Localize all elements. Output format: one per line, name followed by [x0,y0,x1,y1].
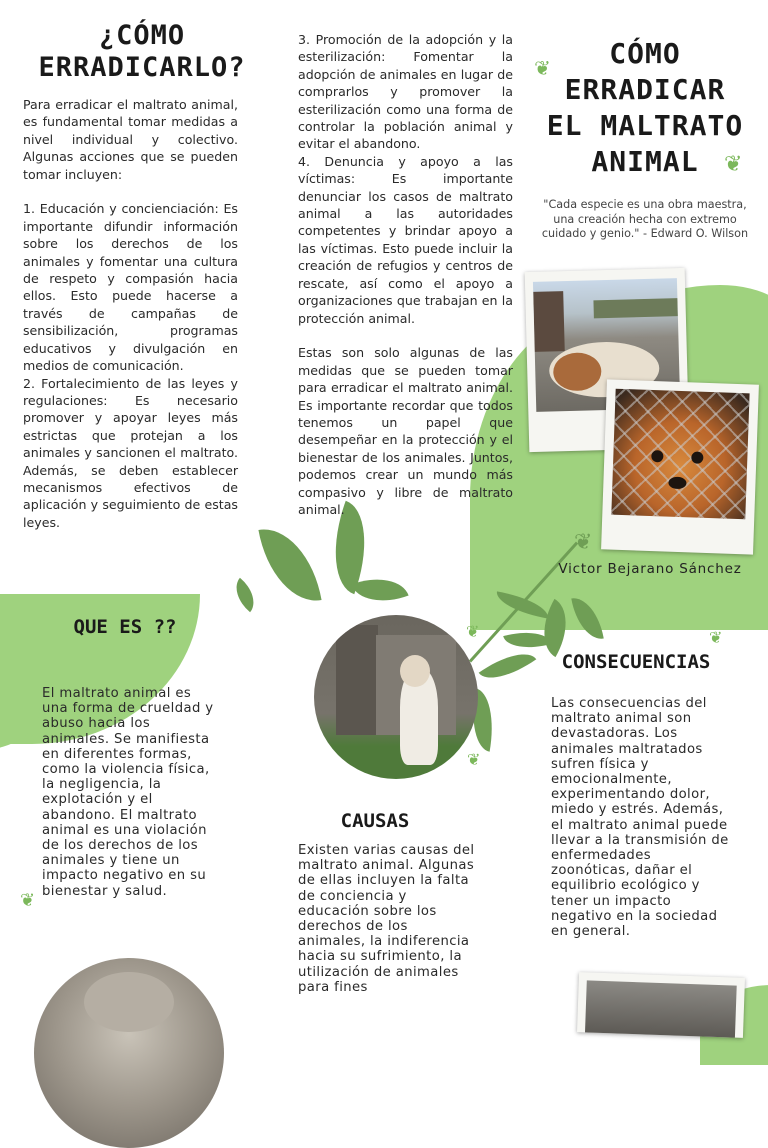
causas-body: Existen varias causas del maltrato animal. Algunas de ellas incluyen la falta de conciencia y educación sobre los derechos de los animales, la indiferencia hacia su sufrimiento, la utilización de animales para fines [298,843,475,995]
photo-dog-bottom [34,958,224,1148]
sprig-icon: ❦ [574,530,593,555]
consecuencias-heading: CONSECUENCIAS [561,651,711,673]
cover-title: CÓMO ERRADICAR EL MALTRATO ANIMAL [546,37,744,178]
photo-puppy-fence [601,379,759,554]
photo-chained-dog [314,615,481,779]
leaf-decoration [479,641,537,691]
sprig-icon: ❦ [534,56,551,80]
sprig-icon: ❦ [467,750,481,769]
leaf-decoration [227,578,263,613]
leaf-decoration [258,521,321,608]
que-es-heading: QUE ES ?? [73,616,177,638]
cover-author: Victor Bejarano Sánchez [558,561,742,577]
panel1-heading: ¿CÓMO ERRADICARLO? [38,20,246,83]
causas-heading: CAUSAS [340,810,410,832]
sprig-icon: ❦ [709,628,723,647]
panel1-body: Para erradicar el maltrato animal, es fundamental tomar medidas a nivel individual y colectivo. Algunas acciones que se pueden tomar incluyen: 1. Educación y concienciación: Es importante difundir información sobre los derechos de los animales y fomentar una cultura de respeto y compasión hacia ellos. Esto puede hacerse a través de campañas de sensibilización, programas educativos y divulgación en medios de comunicación. 2. Fortalecimiento de las leyes y regulaciones: Es necesario promover y apoyar leyes más estrictas que protejan a los animales y sancionen el maltrato. Además, se deben establecer mecanismos efectivos de aplicación y seguimiento de estas leyes. [23,97,238,530]
puppy-fence-image [611,389,749,520]
sprig-icon: ❦ [20,890,36,911]
photo-bottom-right [577,972,745,1038]
consecuencias-body: Las consecuencias del maltrato animal son devastadoras. Los animales maltratados sufren física y emocionalmente, experimentando dolor, miedo y estrés. Además, el maltrato animal puede llevar a la transmisión de enfermedades zoonóticas, dañar el equilibrio ecológico y tener un impacto negativo en la sociedad en general. [551,696,729,940]
sprig-icon: ❦ [724,152,743,177]
que-es-body: El maltrato animal es una forma de crueldad y abuso hacia los animales. Se manifiesta en diferentes formas, como la violencia física, la negligencia, la explotación y el abandono. El maltrato animal es una violación de los derechos de los animales y tiene un impacto negativo en su bienestar y salud. [42,686,214,899]
panel2-body: 3. Promoción de la adopción y la esterilización: Fomentar la adopción de animales en lugar de comprarlos y promover la esterilización como una forma de controlar la población animal y evitar el abandono. 4. Denuncia y apoyo a las víctimas: Es importante denunciar los casos de maltrato animal a las autoridades competentes y brindar apoyo a las víctimas. Esto puede incluir la creación de refugios y centros de rescate, así como el apoyo a organizaciones que trabajan en la protección animal. Estas son solo algunas de las medidas que se pueden tomar para erradicar el maltrato animal. Es importante recordar que todos tenemos un papel que desempeñar en la protección y el bienestar de los animales. Juntos, podemos crear un mundo más compasivo y libre de maltrato animal. [298,32,513,517]
cover-quote: "Cada especie es una obra maestra, una creación hecha con extremo cuidado y genio." - Edward O. Wilson [541,198,749,240]
sprig-icon: ❦ [466,622,480,641]
